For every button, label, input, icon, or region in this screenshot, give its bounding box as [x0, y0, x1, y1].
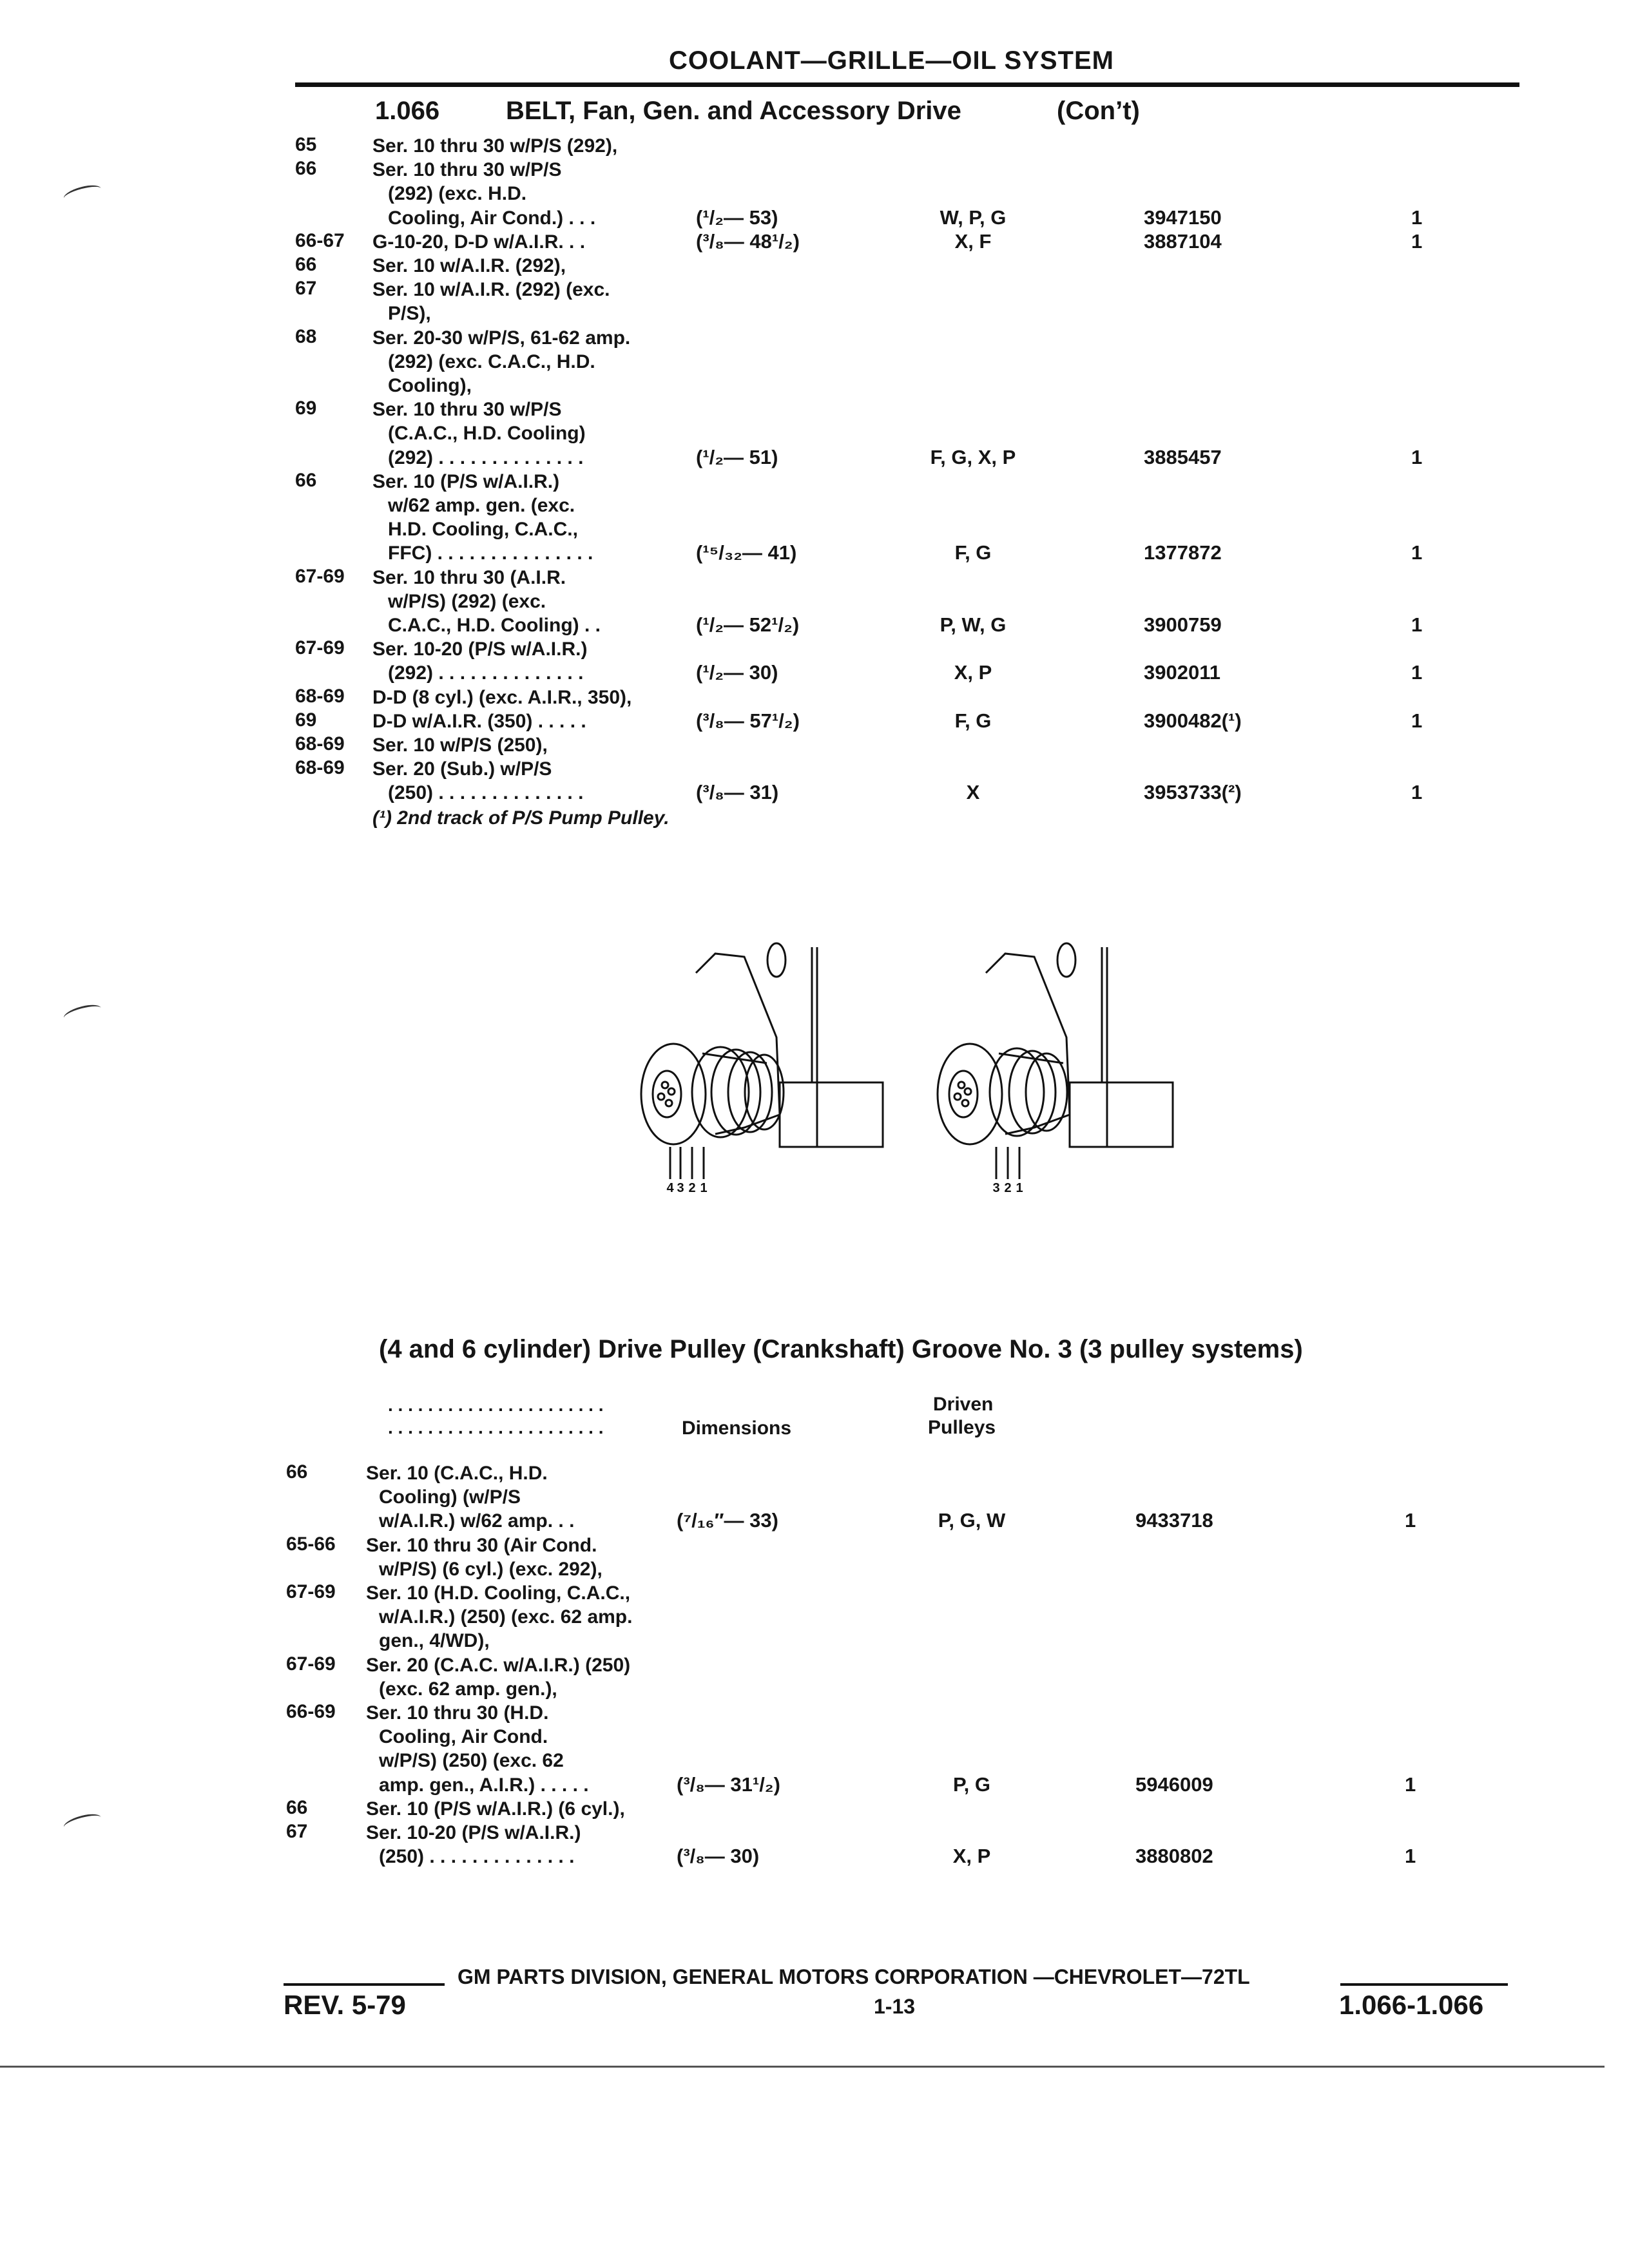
row-part-number: 3885457	[1144, 445, 1222, 468]
row-year: 69	[295, 398, 317, 419]
footer-page-number: 1-13	[874, 1995, 916, 2018]
row-year: 67-69	[295, 565, 345, 587]
row-year: 69	[295, 709, 317, 731]
row-description-line: C.A.C., H.D. Cooling) . .	[388, 615, 601, 636]
row-description-line: (exc. 62 amp. gen.),	[379, 1678, 557, 1700]
row-quantity: 1	[1405, 1845, 1416, 1868]
row-description-line: Ser. 10-20 (P/S w/A.I.R.)	[366, 1822, 581, 1843]
margin-mark	[62, 1811, 102, 1834]
row-part-number: 3900482(¹)	[1144, 709, 1242, 732]
groove-label-left-3: 3	[677, 1181, 684, 1192]
row-description-line: Cooling, Air Cond.	[379, 1726, 548, 1748]
row-driven-pulleys: F, G	[954, 709, 992, 732]
row-description-line: w/P/S) (292) (exc.	[388, 590, 546, 612]
row-quantity: 1	[1405, 1509, 1416, 1532]
groove-label-left-1: 1	[700, 1181, 708, 1192]
row-part-number: 3900759	[1144, 613, 1222, 636]
row-year: 67-69	[295, 637, 345, 659]
row-description-line: w/62 amp. gen. (exc.	[388, 495, 575, 516]
row-part-number: 3887104	[1144, 229, 1222, 253]
row-description-line: H.D. Cooling, C.A.C.,	[388, 519, 578, 541]
row-year: 66-69	[286, 1701, 336, 1722]
row-description-line: (292) (exc. C.A.C., H.D.	[388, 351, 595, 372]
row-year: 68-69	[295, 685, 345, 707]
row-description-line: Ser. 10 thru 30 w/P/S	[372, 399, 562, 421]
section-continued: (Con’t)	[1057, 97, 1140, 125]
row-driven-pulleys: W, P, G	[940, 206, 1007, 229]
row-description-line: Ser. 10 w/P/S (250),	[372, 735, 548, 756]
pulley-illustration-4-groove	[641, 943, 883, 1179]
footer-rule-left	[284, 1983, 445, 1986]
footer-revision: REV. 5-79	[284, 1990, 406, 2020]
row-year: 65-66	[286, 1533, 336, 1555]
footer-publisher: GM PARTS DIVISION, GENERAL MOTORS CORPORATION —CHEVROLET—72TL	[458, 1965, 1250, 1988]
header-rule	[295, 82, 1519, 87]
row-driven-pulleys: F, G, X, P	[930, 445, 1016, 468]
row-description-line: Ser. 10 w/A.I.R. (292) (exc.	[372, 279, 610, 301]
row-driven-pulleys: X	[966, 781, 980, 804]
row-description-line: Ser. 20 (C.A.C. w/A.I.R.) (250)	[366, 1654, 631, 1676]
row-year: 68-69	[295, 733, 345, 754]
row-dimensions: (³/₈— 57¹/₂)	[696, 709, 800, 732]
groove-label-left-4: 4	[666, 1181, 674, 1192]
section-number: 1.066	[375, 97, 440, 125]
row-description-line: (250) . . . . . . . . . . . . . .	[388, 782, 584, 804]
row-part-number: 3902011	[1144, 661, 1220, 684]
column-header-pulleys: Pulleys	[928, 1417, 996, 1438]
row-part-number: 3947150	[1144, 206, 1222, 229]
row-description-line: w/A.I.R.) (250) (exc. 62 amp.	[379, 1606, 633, 1628]
row-description-line: Ser. 20-30 w/P/S, 61-62 amp.	[372, 327, 631, 349]
row-description-line: w/A.I.R.) w/62 amp. . .	[379, 1510, 575, 1532]
row-year: 66	[295, 469, 317, 491]
row-year: 66-67	[295, 229, 345, 251]
row-description-line: Ser. 10 thru 30 w/P/S	[372, 159, 562, 181]
row-driven-pulleys: X, P	[954, 661, 992, 684]
row-description-line: Ser. 20 (Sub.) w/P/S	[372, 758, 552, 780]
section2-title: (4 and 6 cylinder) Drive Pulley (Crankshaft) Groove No. 3 (3 pulley systems)	[379, 1335, 1303, 1363]
column-dots-1: . . . . . . . . . . . . . . . . . . . . . .	[388, 1395, 604, 1415]
row-description-line: D-D w/A.I.R. (350) . . . . .	[372, 710, 586, 732]
row-dimensions: (¹/₂— 52¹/₂)	[696, 613, 800, 636]
row-driven-pulleys: P, G, W	[938, 1509, 1006, 1532]
row-part-number: 1377872	[1144, 541, 1222, 564]
row-description-line: Ser. 10 w/A.I.R. (292),	[372, 255, 566, 276]
page-title: COOLANT—GRILLE—OIL SYSTEM	[669, 46, 1114, 75]
column-dots-2: . . . . . . . . . . . . . . . . . . . . . .	[388, 1418, 604, 1437]
row-dimensions: (³/₈— 31¹/₂)	[677, 1773, 780, 1796]
row-description-line: w/P/S) (6 cyl.) (exc. 292),	[379, 1558, 602, 1580]
footnote: (¹) 2nd track of P/S Pump Pulley.	[372, 807, 670, 829]
pulley-diagram	[619, 934, 1263, 1192]
row-description-line: Ser. 10 thru 30 (A.I.R.	[372, 566, 566, 588]
row-part-number: 3953733(²)	[1144, 781, 1242, 804]
groove-label-right-2: 2	[1004, 1181, 1012, 1192]
row-year: 68-69	[295, 757, 345, 779]
row-description-line: FFC) . . . . . . . . . . . . . . .	[388, 543, 593, 564]
row-description-line: (292) . . . . . . . . . . . . . .	[388, 662, 584, 684]
row-dimensions: (¹/₂— 30)	[696, 661, 778, 684]
row-dimensions: (¹⁵/₃₂— 41)	[696, 541, 797, 564]
row-description-line: gen., 4/WD),	[379, 1630, 490, 1652]
row-dimensions: (³/₈— 48¹/₂)	[696, 229, 800, 253]
margin-mark	[62, 182, 102, 206]
row-description-line: Ser. 10 thru 30 (Air Cond.	[366, 1534, 597, 1556]
row-driven-pulleys: X, F	[954, 229, 992, 253]
row-driven-pulleys: P, G	[952, 1773, 991, 1796]
margin-mark	[62, 1002, 102, 1025]
row-description-line: (292) . . . . . . . . . . . . . .	[388, 447, 584, 468]
row-quantity: 1	[1411, 206, 1423, 229]
row-year: 67-69	[286, 1653, 336, 1675]
row-description-line: Cooling, Air Cond.) . . .	[388, 207, 596, 229]
groove-label-right-1: 1	[1016, 1181, 1023, 1192]
row-description-line: D-D (8 cyl.) (exc. A.I.R., 350),	[372, 686, 632, 708]
row-dimensions: (³/₈— 31)	[696, 781, 779, 804]
row-description-line: Cooling) (w/P/S	[379, 1486, 521, 1508]
column-header-driven: Driven	[933, 1394, 994, 1415]
row-quantity: 1	[1411, 661, 1423, 684]
row-quantity: 1	[1411, 541, 1423, 564]
row-part-number: 5946009	[1135, 1773, 1213, 1796]
row-description-line: Ser. 10 (C.A.C., H.D.	[366, 1463, 548, 1484]
row-driven-pulleys: P, W, G	[940, 613, 1007, 636]
row-dimensions: (⁷/₁₆″— 33)	[677, 1509, 778, 1532]
row-year: 66	[286, 1796, 308, 1818]
row-quantity: 1	[1405, 1773, 1416, 1796]
row-description-line: Ser. 10 (H.D. Cooling, C.A.C.,	[366, 1582, 631, 1604]
row-dimensions: (³/₈— 30)	[677, 1845, 760, 1868]
row-description-line: amp. gen., A.I.R.) . . . . .	[379, 1774, 589, 1796]
footer-rule-right	[1340, 1983, 1508, 1986]
row-year: 66	[295, 158, 317, 180]
row-quantity: 1	[1411, 613, 1423, 636]
row-quantity: 1	[1411, 445, 1423, 468]
row-description-line: Ser. 10 (P/S w/A.I.R.)	[372, 470, 560, 492]
row-part-number: 3880802	[1135, 1845, 1213, 1868]
groove-number-labels	[666, 1181, 1023, 1192]
bottom-rule	[0, 2066, 1605, 2068]
row-year: 65	[295, 134, 317, 155]
row-part-number: 9433718	[1135, 1509, 1213, 1532]
footer-reference: 1.066-1.066	[1339, 1990, 1484, 2020]
row-dimensions: (¹/₂— 51)	[696, 445, 778, 468]
row-description-line: w/P/S) (250) (exc. 62	[379, 1750, 564, 1772]
row-description-line: (292) (exc. H.D.	[388, 183, 527, 205]
row-description-line: (250) . . . . . . . . . . . . . .	[379, 1846, 575, 1868]
row-description-line: Ser. 10-20 (P/S w/A.I.R.)	[372, 639, 588, 660]
groove-label-right-3: 3	[992, 1181, 1000, 1192]
row-dimensions: (¹/₂— 53)	[696, 206, 778, 229]
row-description-line: Ser. 10 thru 30 w/P/S (292),	[372, 135, 618, 157]
row-year: 67	[286, 1821, 308, 1842]
row-quantity: 1	[1411, 229, 1423, 253]
row-year: 67-69	[286, 1581, 336, 1602]
row-quantity: 1	[1411, 709, 1423, 732]
row-description-line: Ser. 10 thru 30 (H.D.	[366, 1702, 549, 1724]
groove-label-left-2: 2	[688, 1181, 696, 1192]
column-header-dimensions: Dimensions	[682, 1418, 792, 1439]
row-driven-pulleys: F, G	[954, 541, 992, 564]
row-year: 68	[295, 325, 317, 347]
row-year: 66	[295, 254, 317, 275]
row-year: 66	[286, 1461, 308, 1483]
pulley-illustration-3-groove	[938, 943, 1173, 1179]
row-year: 67	[295, 278, 317, 300]
row-description-line: P/S),	[388, 303, 431, 325]
section-title: BELT, Fan, Gen. and Accessory Drive	[506, 97, 961, 125]
row-description-line: (C.A.C., H.D. Cooling)	[388, 423, 586, 445]
row-driven-pulleys: X, P	[952, 1845, 991, 1868]
row-description-line: G-10-20, D-D w/A.I.R. . .	[372, 231, 586, 253]
row-description-line: Cooling),	[388, 375, 472, 396]
row-description-line: Ser. 10 (P/S w/A.I.R.) (6 cyl.),	[366, 1798, 625, 1820]
row-quantity: 1	[1411, 781, 1423, 804]
